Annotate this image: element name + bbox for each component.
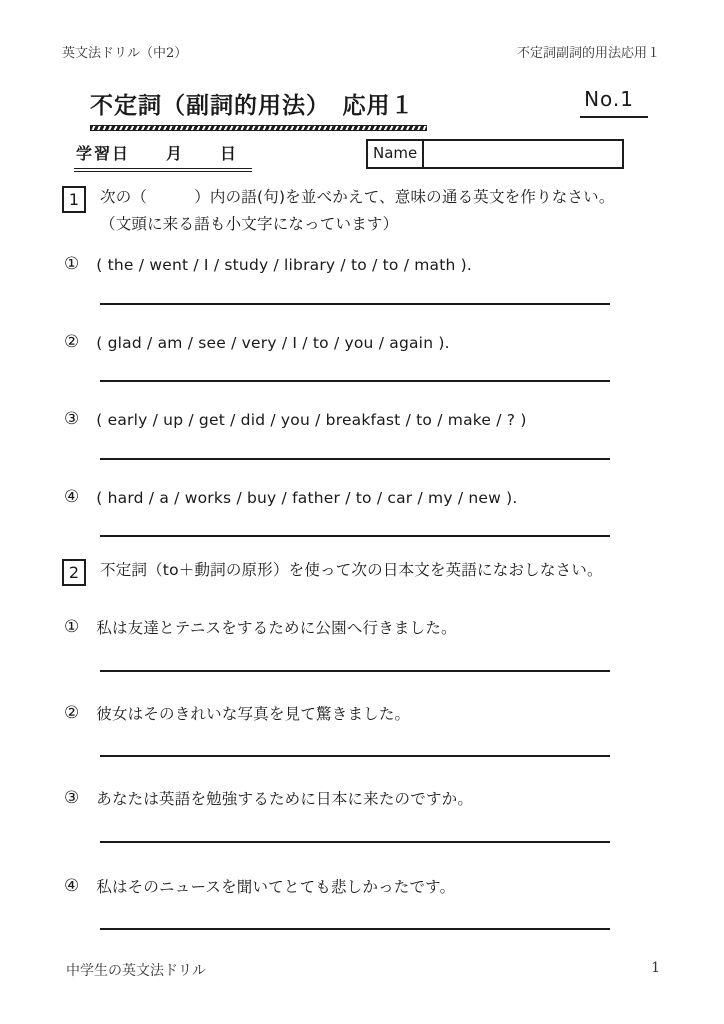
answer-line — [100, 670, 610, 672]
name-label: Name — [368, 141, 424, 167]
page-title: 不定詞（副詞的用法） 応用１ — [90, 93, 415, 119]
document-header — [62, 42, 660, 61]
info-row — [62, 139, 660, 172]
footer-page-number: 1 — [651, 960, 660, 976]
header-left-text: 英文法ドリル（中2） — [62, 46, 188, 61]
question-marker: ② — [64, 331, 80, 352]
section-2 — [62, 557, 660, 930]
section-2-instruction: 不定詞（to＋動詞の原形）を使って次の日本文を英語になおしなさい。 — [100, 561, 603, 580]
answer-line — [100, 380, 610, 382]
question-marker: ① — [64, 254, 80, 275]
title-row — [62, 87, 660, 131]
question-text: あなたは英語を勉強するために日本に来たのですか。 — [96, 790, 474, 809]
question-marker: ③ — [64, 788, 80, 809]
name-box — [366, 139, 624, 169]
section-1-header — [62, 184, 660, 237]
question-marker: ③ — [64, 409, 80, 430]
answer-line — [100, 928, 610, 930]
question-marker: ④ — [64, 486, 80, 507]
question-text: 私は友達とテニスをするために公園へ行きました。 — [96, 619, 457, 638]
section-1-instruction-note: （文頭に来る語も小文字になっています） — [100, 214, 399, 233]
question-1-3 — [62, 408, 660, 431]
section-1-instruction-block — [100, 184, 615, 237]
question-1-4 — [62, 486, 660, 509]
question-text: ( early / up / get / did / you / breakfast / to / make / ? ) — [96, 411, 527, 430]
section-1-number: 1 — [62, 186, 86, 213]
section-2-number: 2 — [62, 559, 86, 586]
answer-line — [100, 841, 610, 843]
question-marker: ① — [64, 617, 80, 638]
name-input-area — [424, 141, 622, 167]
question-text: ( the / went / I / study / library / to / to / math ). — [96, 256, 473, 275]
header-right-text: 不定詞副詞的用法応用１ — [516, 46, 660, 61]
question-text: 私はそのニュースを聞いてとても悲しかったです。 — [96, 877, 456, 896]
section-1-instruction: 次の（ ）内の語(句)を並べかえて、意味の通る英文を作りなさい。 — [100, 188, 615, 206]
question-2-4 — [62, 875, 660, 898]
title-block — [90, 87, 415, 131]
question-1-1 — [62, 253, 660, 276]
question-text: ( hard / a / works / buy / father / to / car / my / new ). — [96, 488, 518, 507]
question-text: 彼女はそのきれいな写真を見て驚きました。 — [96, 704, 411, 723]
sheet-number: No.1 — [580, 87, 648, 118]
section-2-instruction-block — [100, 557, 603, 584]
sheet-number-block — [580, 87, 648, 118]
question-marker: ② — [64, 702, 80, 723]
question-text: ( glad / am / see / very / I / to / you / again ). — [96, 333, 450, 352]
answer-line — [100, 535, 610, 537]
question-2-3 — [62, 787, 660, 810]
answer-line — [100, 458, 610, 460]
document-footer — [66, 960, 660, 980]
question-2-2 — [62, 702, 660, 725]
question-2-1 — [62, 616, 660, 639]
section-1 — [62, 184, 660, 537]
section-2-header — [62, 557, 660, 586]
question-marker: ④ — [64, 875, 80, 896]
study-date-label: 学習日 月 日 — [74, 139, 252, 172]
footer-left-text: 中学生の英文法ドリル — [66, 963, 206, 979]
question-1-2 — [62, 331, 660, 354]
title-underline — [90, 125, 427, 131]
answer-line — [100, 755, 610, 757]
answer-line — [100, 303, 610, 305]
